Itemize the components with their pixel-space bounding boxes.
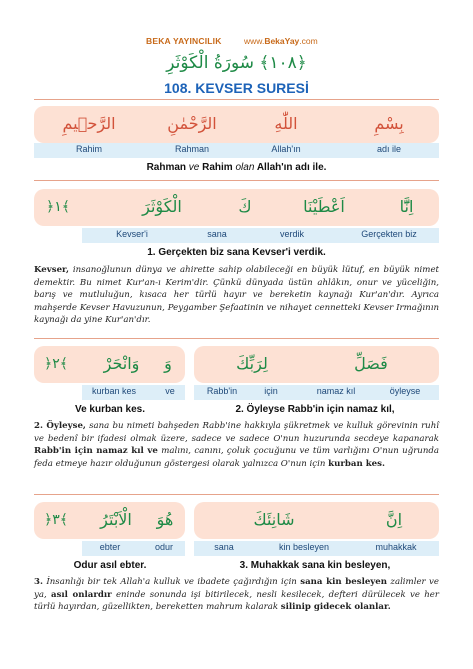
- verse2-sentence-left: Ve kurban kes.: [74, 404, 146, 415]
- verse-word: اِنَّٓا: [399, 197, 414, 216]
- verse-word: اِنَّ: [385, 510, 403, 529]
- verse-word: وَ: [164, 354, 172, 373]
- verse-word: فَصَلِّ: [354, 354, 388, 373]
- verse-number: ﴿١﴾: [46, 199, 70, 215]
- basmala-word: اللّٰهِ: [274, 114, 298, 133]
- verse2-left-band: [82, 385, 185, 400]
- verse3-left-band: [82, 541, 185, 556]
- verse-word: هُوَ: [156, 510, 174, 529]
- word-translation: kurban kes: [91, 386, 137, 396]
- verse3-right-box: [194, 502, 439, 539]
- word-translation: Gerçekten biz: [361, 229, 417, 239]
- verse2-sentence-right: 2. Öyleyse Rabb'in için namaz kıl,: [235, 404, 395, 415]
- section-rule: [34, 494, 439, 495]
- basmala-word: بِسْمِ: [374, 114, 404, 133]
- website-link[interactable]: www.BekaYay.com: [244, 36, 318, 46]
- word-translation: Allah'ın: [271, 144, 301, 154]
- verse-number: ﴿٢﴾: [44, 356, 68, 372]
- sura-arabic-title: ﴿١٠٨﴾ سُورَةُ الْكَوْثَرِ: [166, 53, 307, 73]
- word-translation: sana: [207, 229, 227, 239]
- verse-word: الْكَوْثَرَ: [142, 197, 182, 216]
- verse3-sentence-left: Odur asıl ebter.: [73, 560, 147, 571]
- verse1-translation-band: [82, 228, 439, 243]
- word-translation: Rahman: [174, 144, 210, 154]
- verse2-commentary: 2. Öyleyse, sana bu nimeti bahşeden Rabb'ine hakkıyla şükretmek ve kulluk görevinin ruhî ve bedenî bir ifadesi olmak üzere, sadece ve sadece O'nun huzurunda secdeye kapanarak Rabb'in için namaz kıl ve malını, canını, çoluk çocuğunu ve tüm varlığını O'nun uğrunda feda etmeye hazır olduğunun göstergesi olarak yalnızca O'nun için kurban kes.: [34, 421, 440, 469]
- verse-word: لِرَبِّكَ: [236, 354, 268, 373]
- word-translation: muhakkak: [375, 542, 417, 552]
- word-translation: için: [264, 386, 278, 396]
- verse1-commentary: Kevser, insanoğlunun dünya ve ahirette sahip olabileceği en büyük lütuf, en büyük nimet demektir. Bu nimet Kur'an-ı Kerim'dir. Çünkü dünyada üstün ahlâkın, onur ve yüceliğin, barış ve mutluluğun, kısaca her türlü hayır ve bereketin kaynağı Kur'an'dır. Ayrıca mahşerde Kevser Havuzunun, Peygamber Şefaatinin ve nihayet cennetteki Kevser Irmağının kaynağı da yine Kur'an'dır.: [34, 265, 439, 326]
- basmala-arabic-box: [34, 106, 439, 143]
- verse-word: وَانْحَرْ: [103, 354, 140, 373]
- verse-word: الْاَبْتَرُ: [100, 510, 132, 529]
- verse2-right-band: [194, 385, 439, 400]
- word-translation: namaz kıl: [316, 386, 356, 396]
- verse-word: اَعْطَيْنَا: [303, 197, 345, 216]
- verse1-arabic-box: [34, 189, 439, 226]
- verse1-sentence: 1. Gerçekten biz sana Kevser'i verdik.: [147, 247, 326, 258]
- word-translation: kin besleyen: [278, 542, 330, 552]
- word-translation: odur: [154, 542, 173, 552]
- verse3-sentence-right: 3. Muhakkak sana kin besleyen,: [239, 560, 391, 571]
- verse3-right-band: [194, 541, 439, 556]
- word-translation: ve: [165, 386, 175, 396]
- basmala-translation-band: [34, 143, 439, 158]
- basmala-sentence: Rahman ve Rahim olan Allah'ın adı ile.: [146, 162, 327, 173]
- word-translation: Rabb'in: [206, 386, 238, 396]
- sura-title: 108. KEVSER SURESİ: [164, 80, 309, 96]
- word-translation: Rahim: [75, 144, 102, 154]
- verse2-right-box: [194, 346, 439, 383]
- verse-number: ﴿٣﴾: [44, 512, 68, 528]
- basmala-word: الرَّح۪يمِ: [62, 114, 116, 133]
- verse2-left-box: [34, 346, 185, 383]
- word-translation: adı ile: [376, 144, 402, 154]
- verse3-commentary: 3. İnsanlığı bir tek Allah'a kulluk ve ibadete çağırdığın için sana kin besleyen zalimler ve ya, asıl onlardır eninde sonunda işi bitirilecek, nesli kesilecek, defteri dürülecek ve her türlü hayırdan, güzellikten, bereketten mahrum kalarak silinip gidecek olanlar.: [34, 577, 439, 613]
- publisher-name: BEKA YAYINCILIK: [146, 36, 222, 46]
- section-rule: [34, 338, 439, 339]
- word-translation: sana: [214, 542, 234, 552]
- title-rule: [34, 99, 439, 100]
- word-translation: verdik: [279, 229, 304, 239]
- verse-word: كَ: [238, 197, 252, 216]
- verse-word: شَانِئَكَ: [253, 510, 295, 529]
- word-translation: Kevser'i: [116, 229, 148, 239]
- page-header: [0, 36, 473, 50]
- verse3-left-box: [34, 502, 185, 539]
- word-translation: ebter: [99, 542, 121, 552]
- word-translation: öyleyse: [389, 386, 421, 396]
- section-rule: [34, 180, 439, 181]
- basmala-word: الرَّحْمٰنِ: [167, 114, 217, 133]
